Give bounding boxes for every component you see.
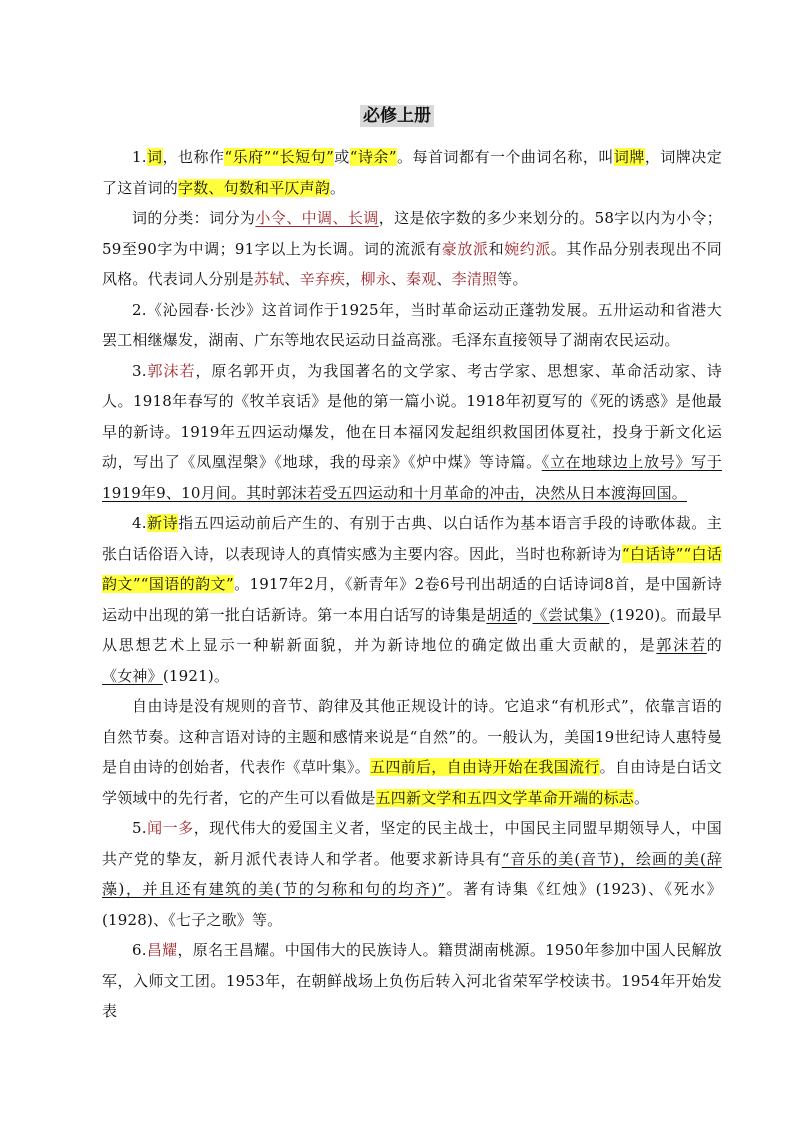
text-run: 、 — [284, 270, 300, 288]
text-run: 柳永 — [360, 270, 391, 288]
text-run: 、 — [390, 270, 407, 288]
text-run: ，词牌决定了这首词的 — [102, 148, 722, 197]
text-run: “诗余” — [349, 148, 397, 166]
text-run: 。 — [330, 178, 346, 197]
text-run: ，也称作 — [162, 148, 225, 166]
paragraph-2 — [102, 203, 722, 295]
text-run: 。著有诗集《红烛》(1923)、《死水》(1928)、《七子之歌》等。 — [102, 880, 723, 929]
text-run: 婉约派 — [504, 239, 551, 258]
text-run: ，现代伟大的爱国主义者，坚定的民主战士，中国民主同盟早期领导人，中国共产党的挚友，新月派代表诗人和学者。他要求新诗具有 — [102, 819, 722, 868]
text-run: 秦观 — [406, 270, 437, 288]
text-run: 。自由诗是白话文学领域中的先行者，它的产生可以看做是 — [102, 758, 722, 807]
text-run: 6. — [132, 941, 147, 959]
text-run: ，原名郭开贞，为我国著名的文学家、考古学家、思想家、革命活动家、诗人。1918年春写的《牧羊哀话》是他的第一篇小说。1918年初夏写的《死的诱惑》是他最早的新诗。1919年五四运动爆发，他在日本福冈发起组织救国团体夏社，投身于新文化运动，写出了《凤凰涅槃》《地球，我的母亲》《炉中煤》等诗篇。 — [102, 361, 722, 471]
text-run: 李清照 — [451, 270, 498, 288]
text-run: 。1917年2月，《新青年》2卷6号刊出胡适的白话诗词8首，是中国新诗运动中出现的第一批白话新诗。第一本用白话写的诗集是 — [102, 575, 722, 624]
text-run: “乐府”“长短句” — [224, 148, 334, 166]
text-run: 自由诗是没有规则的音节、韵律及其他正规设计的诗。它追求“有机形式”，依靠言语的自然节奏。这种言语对诗的主题和感情来说是“自然”的。一般认为，美国19世纪诗人惠特曼是自由诗的创始者，代表作《草叶集》。 — [102, 697, 722, 776]
paragraph-7 — [102, 813, 722, 935]
page-title-text: 必修上册 — [360, 105, 434, 127]
text-run: 五四新文学和五四文学革命开端的标志 — [375, 788, 635, 807]
text-run: 苏轼 — [254, 270, 285, 288]
text-run: 等。 — [497, 270, 528, 288]
text-run: 闻一多 — [146, 819, 194, 837]
text-run: 五四前后，自由诗开始在我国流行 — [370, 758, 600, 776]
text-run: 辛弃疾 — [299, 270, 346, 288]
text-run: 的 — [706, 636, 722, 654]
text-run: 小令、中调、长调 — [255, 209, 379, 227]
page-title — [0, 103, 794, 129]
document-body — [102, 142, 722, 1027]
text-run: 、 — [436, 270, 452, 288]
text-run: 1. — [132, 148, 147, 166]
text-run: 词 — [146, 148, 163, 166]
text-run: 。其作品分别表现出不同风格。代表词人分别是 — [102, 239, 722, 288]
text-run: 5. — [132, 819, 147, 837]
paragraph-5 — [102, 508, 722, 691]
paragraph-4 — [102, 356, 722, 509]
text-run: 的 — [517, 605, 533, 624]
text-run: 2.《沁园春·长沙》这首词作于1925年，当时革命运动正蓬勃发展。五卅运动和省港大罢工相继爆发，湖南、广东等地农民运动日益高涨。毛泽东直接领导了湖南农民运动。 — [102, 300, 722, 349]
text-run: ，这是依字数的多少来划分的。58字以内为小令；59至90字为中调；91字以上为长调。词的流派有 — [102, 209, 722, 258]
text-run: 或 — [333, 148, 350, 166]
paragraph-8 — [102, 935, 722, 1027]
paragraph-6 — [102, 691, 722, 813]
text-run: ， — [345, 270, 361, 288]
paragraph-3 — [102, 295, 722, 356]
text-run: 词的分类：词分为 — [132, 209, 256, 227]
text-run: 《女神》 — [102, 666, 163, 685]
text-run: 。每首词都有一个曲词名称，叫 — [396, 148, 614, 166]
text-run: 《尝试集》 — [532, 605, 610, 624]
text-run: 3. — [132, 361, 147, 380]
text-run: 和 — [488, 239, 505, 258]
text-run: 豪放派 — [441, 239, 489, 258]
text-run: 郭沫若 — [146, 361, 196, 380]
text-run: 词牌 — [613, 148, 645, 166]
text-run: (1921)。 — [162, 666, 230, 685]
text-run: ，原名王昌耀。中国伟大的民族诗人。籍贯湖南桃源。1950年参加中国人民解放军，入师文工团。1953年，在朝鲜战场上负伤后转入河北省荣军学校读书。1954年开始发表 — [102, 941, 723, 1020]
text-run: 指五四运动前后产生的、有别于古典、以白话作为基本语言手段的诗歌体裁。主张白话俗语入诗，以表现诗人的真情实感为主要内容。因此，当时也称新诗为 — [102, 514, 722, 563]
paragraph-1 — [102, 142, 722, 203]
text-run: 。 — [634, 788, 650, 807]
text-run: 《立在地球边上放号》写于1919年9、10月间。其时郭沫若受五四运动和十月革命的冲击，决然从日本渡海回国。 — [102, 453, 723, 502]
text-run: 昌耀 — [146, 941, 178, 959]
text-run: 新诗 — [146, 514, 179, 532]
text-run: (1920)。而最早从思想艺术上显示一种崭新面貌，并为新诗地位的确定做出重大贡献的，是 — [102, 605, 722, 654]
text-run: 4. — [132, 514, 147, 532]
text-run: 郭沫若 — [656, 636, 707, 654]
text-run: 字数、句数和平仄声韵 — [178, 178, 331, 197]
text-run: “音乐的美(音节)，绘画的美(辞藻)，并且还有建筑的美(节的匀称和句的均齐)” — [102, 849, 722, 898]
text-run: “白话诗”“白话韵文”“国语的韵文” — [102, 544, 723, 593]
text-run: 胡适 — [486, 605, 518, 624]
